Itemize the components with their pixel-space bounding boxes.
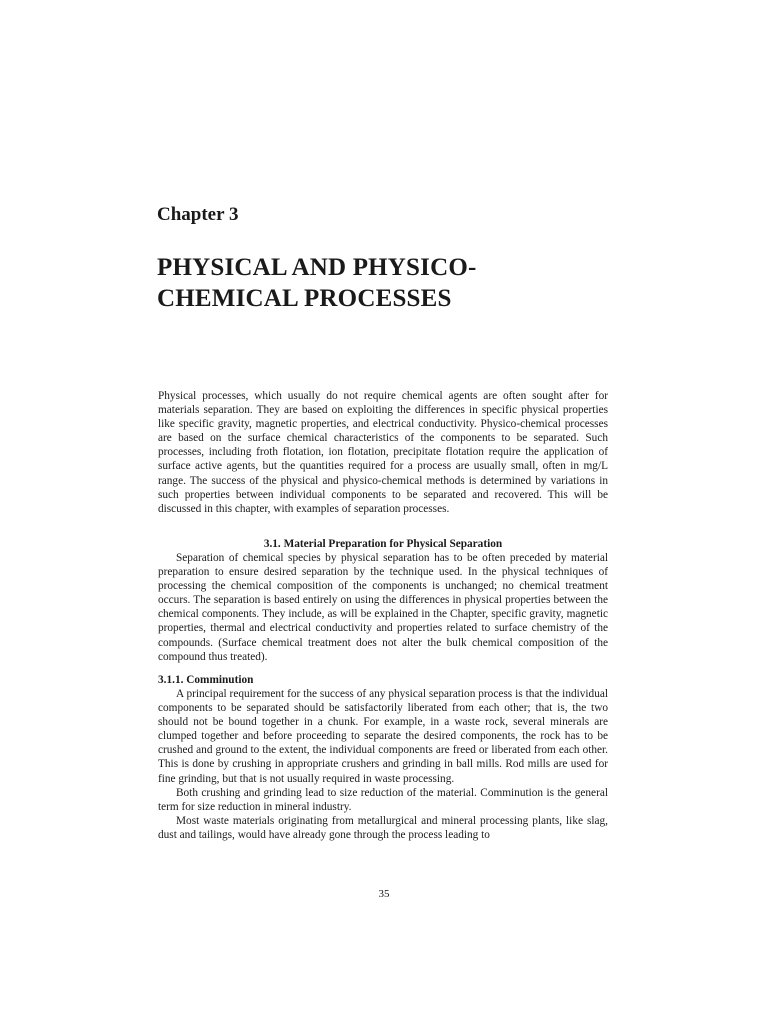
chapter-title-line-2: CHEMICAL PROCESSES — [157, 285, 452, 312]
subsection-paragraph-3: Most waste materials originating from metallurgical and mineral processing plants, like slag, dust and tailings, would have already gone through the process leading to — [158, 814, 608, 841]
page-number: 35 — [378, 888, 390, 900]
intro-section — [158, 389, 608, 516]
chapter-title-line-1: PHYSICAL AND PHYSICO- — [157, 254, 477, 281]
subsection-paragraph-1: A principal requirement for the success of any physical separation process is that the individual components to be separated should be satisfactorily liberated from each other; that is, the two should not be bound together in a chunk. For example, in a waste rock, several minerals are clumped together and before proceeding to separate the desired components, the rock has to be crushed and ground to the extent, the individual components are freed or liberated from each other. This is done by crushing in appropriate crushers and grinding in ball mills. Rod mills are used for fine grinding, but that is not usually required in waste processing. — [158, 688, 608, 785]
chapter-label: Chapter 3 — [157, 204, 239, 225]
subsection-paragraph-2: Both crushing and grinding lead to size reduction of the material. Comminution is the general term for size reduction in mineral industry. — [158, 786, 608, 813]
subsection-3-1-1-body — [158, 687, 608, 842]
subsection-heading-3-1-1: 3.1.1. Comminution — [158, 674, 254, 686]
section-3-1-body — [158, 551, 608, 664]
section-heading-3-1: 3.1. Material Preparation for Physical Separation — [263, 538, 503, 550]
section-3-1-paragraph: Separation of chemical species by physical separation has to be often preceded by material preparation to ensure desired separation by the technique used. In the physical techniques of processing the chemical composition of the components is unchanged; no chemical treatment occurs. The separation is based entirely on using the differences in physical properties between the chemical components. They include, as will be explained in the Chapter, specific gravity, magnetic properties, thermal and electrical conductivity and properties related to surface chemistry of the compounds. (Surface chemical treatment does not alter the bulk chemical composition of the compound thus treated). — [158, 552, 608, 663]
intro-paragraph: Physical processes, which usually do not require chemical agents are often sought after for materials separation. They are based on exploiting the differences in specific physical properties like specific gravity, magnetic properties, and electrical conductivity. Physico-chemical processes are based on the surface chemical characteristics of the components to be separated. Such processes, including froth flotation, ion flotation, precipitate flotation require the application of surface active agents, but the quantities required for a process are usually small, often in mg/L range. The success of the physical and physico-chemical methods is determined by variations in such properties between individual components to be separated and recovered. This will be discussed in this chapter, with examples of separation processes. — [158, 390, 608, 515]
chapter-title — [157, 252, 617, 314]
